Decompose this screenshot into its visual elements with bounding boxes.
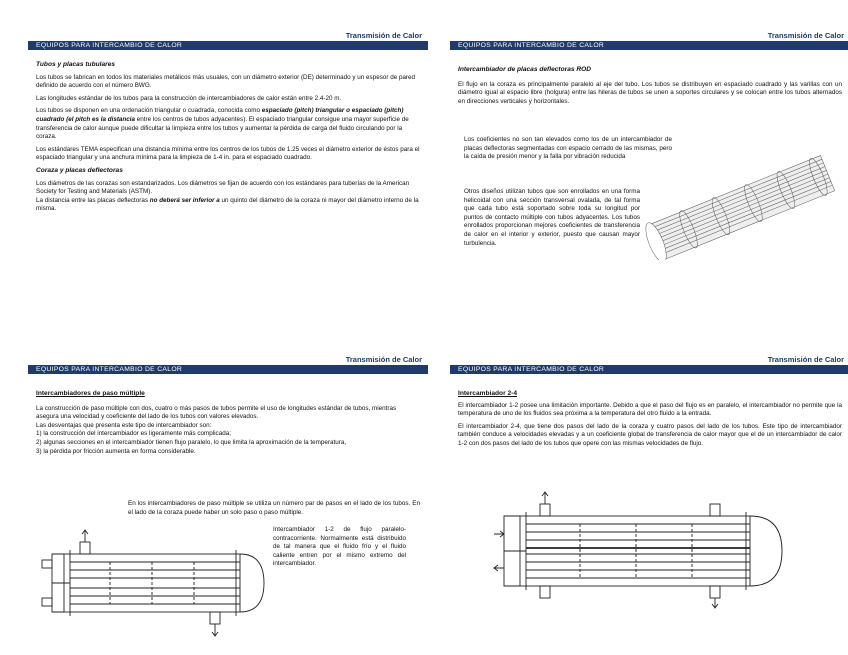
slide-exchanger-2-4: [450, 352, 848, 652]
paragraph: Los tubos se disponen en una ordenación triangular o cuadrada, conocida como espaciado (pitch) triangular o espaciado (pitch) cuadrado (el pitch es la distancia entre los centros de tubos adyacentes). El espaciado triangular consigue una mayor superficie de transferencia de calor aunque puede dificultar la limpieza entre los tubos y aumentar la pérdida de carga del fluido circulando por la coraza.: [36, 107, 409, 141]
slide-body: [36, 390, 420, 456]
slide-header-title: Transmisión de Calor: [345, 31, 422, 40]
section-band: EQUIPOS PARA INTERCAMBIO DE CALOR: [450, 41, 848, 50]
list-item: 2) algunas secciones en el intercambiador tienen flujo paralelo, lo que limita la aproximación de la temperatura,: [36, 438, 347, 446]
paragraph: El intercambiador 2-4, que tiene dos pasos del lado de la coraza y cuatro pasos del lado de los tubos. Este tipo de intercambiador también conduce a velocidades elevadas y a un coeficiente global de transferencia de calor mayor que el de un intercambiador de calor 1-2 con dos pasos del lado de los tubos que opere con las mismas velocidades de flujo.: [458, 422, 842, 447]
heading-shell: Coraza y placas deflectoras: [36, 166, 123, 174]
section-band: EQUIPOS PARA INTERCAMBIO DE CALOR: [450, 365, 848, 374]
slide-multipass: [28, 352, 428, 652]
exchanger-2-4-diagram: [490, 490, 790, 610]
paragraph: La construcción de paso múltiple con dos, cuatro o más pasos de tubos permite el uso de longitudes estándar de tubos, mientras asegura una velocidad y coeficiente del lado de los tubos con valores elevados.: [36, 404, 397, 421]
paragraph-even-passes: En los intercambiadores de paso múltiple se utiliza un número par de pasos en el lado de los tubos. En el lado de la coraza puede haber un solo paso o paso múltiple.: [128, 500, 420, 516]
slide-body: [458, 390, 842, 453]
paragraph: El intercambiador 1-2 posee una limitación importante. Debido a que el paso del flujo es en paralelo, el intercambiador no permite que la temperatura de uno de los fluidos sea próxima a la temperatura del otro fluido a la entrada.: [458, 401, 842, 418]
slide-rod-baffle: [450, 28, 848, 328]
paragraph-coefficients: Los coeficientes no son tan elevados como los de un intercambiador de placas deflectoras segmentadas con espacio cerrado de las mismas, pero la caída de presión menor y la falla por vibración reducida: [464, 136, 672, 161]
slide-body: [458, 66, 842, 110]
paragraph: Los tubos se fabrican en todos los materiales metálicos más usuales, con un diámetro exterior (DE) determinado y un espesor de pared definido de acuerdo con el número BWG.: [36, 73, 416, 90]
section-band: EQUIPOS PARA INTERCAMBIO DE CALOR: [28, 365, 428, 374]
paragraph: Las desventajas que presenta este tipo de intercambiador son:: [36, 421, 212, 429]
list-item: 3) la pérdida por fricción aumenta en forma considerable.: [36, 447, 196, 455]
exchanger-1-2-diagram: [40, 526, 268, 638]
heading-multipass: Intercambiadores de paso múltiple: [36, 390, 145, 397]
slide-header-title: Transmisión de Calor: [345, 355, 422, 364]
heading-rod: Intercambiador de placas deflectoras ROD: [458, 66, 592, 73]
section-band: EQUIPOS PARA INTERCAMBIO DE CALOR: [28, 41, 428, 50]
heading-2-4: Intercambiador 2-4: [458, 390, 517, 397]
paragraph: Las longitudes estándar de los tubos para la construcción de intercambiadores de calor están entre 2.4-20 m.: [36, 94, 342, 102]
slide-tubes-and-plates: [28, 28, 428, 328]
rod-baffle-exchanger-image: [638, 150, 838, 260]
slide-header-title: Transmisión de Calor: [767, 31, 844, 40]
slide-body: [36, 61, 420, 218]
paragraph-helical: Otros diseños utilizan tubos que son enrollados en una forma helicoidal con una sección transversal ovalada, de tal forma que cada tubo está soportado sobre toda su longitud por puntos de contacto múltiple con tubos adyacentes. Los tubos enrollados proporcionan mejores coeficientes de transferencia de calor en el interior y exterior, puesto que causan mayor turbulencia.: [464, 188, 640, 247]
heading-tubes: Tubos y placas tubulares: [36, 61, 116, 68]
paragraph: El flujo en la coraza es principalmente paralelo al eje del tubo. Los tubos se distribuyen en espaciado cuadrado y las varillas con un diámetro igual al espacio libre (holgura) entre las hileras de tubos se unen a soportes circulares y se colocan entre los tubos alternados en direcciones verticales y horizontales.: [458, 80, 842, 105]
paragraph: Los diámetros de las corazas son estandarizados. Los diámetros se fijan de acuerdo con los estándares para tuberías de la American Society for Testing and Materials (ASTM).: [36, 179, 410, 196]
paragraph-1-2-exchanger: Intercambiador 1-2 de flujo paralelo-contracorriente. Normalmente está distribuido de tal manera que el fluido frío y el fluido caliente entren por el mismo extremo del intercambiador.: [273, 526, 406, 568]
slide-header-title: Transmisión de Calor: [767, 355, 844, 364]
paragraph: Los estándares TEMA especifican una distancia mínima entre los centros de los tubos de 1.25 veces el diámetro exterior de éstos para el espaciado triangular y una anchura mínima para la limpieza de 1-4 in. para el espaciado cuadrado.: [36, 145, 420, 162]
paragraph: La distancia entre las placas deflectoras no deberá ser inferior a un quinto del diámetro de la coraza ni mayor del diámetro interno de la misma.: [36, 196, 419, 213]
list-item: 1) la construcción del intercambiador es ligeramente más complicada;: [36, 430, 231, 438]
